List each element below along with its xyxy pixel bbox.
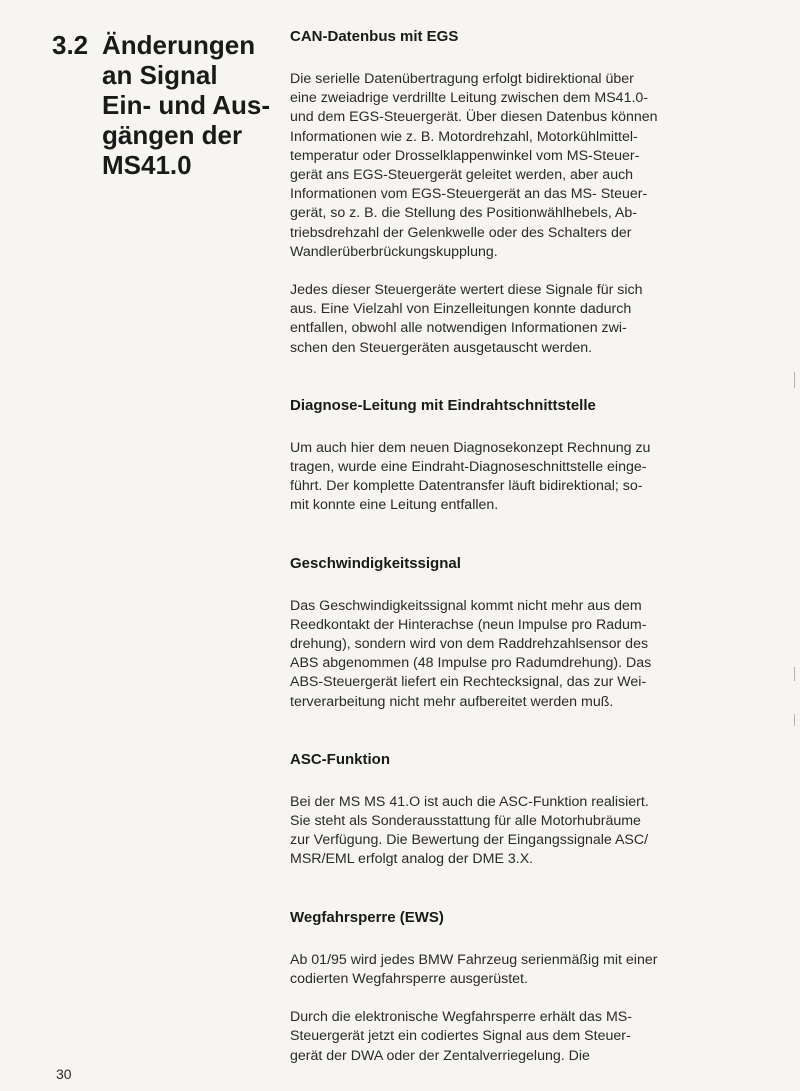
section-can-datenbus: [290, 27, 740, 358]
paragraph: Das Geschwindigkeitssignal kommt nicht mehr aus dem Reedkontakt der Hinterachse (neun Impulse pro Radum- drehung), sondern wird von dem Raddrehzahlsensor des ABS abgenommen (48 Impulse pro Radumdrehung). Das ABS-Steuergerät liefert ein Rechtecksignal, das zur Wei- terverarbeitung nicht mehr aufbereitet werden muß.: [290, 597, 652, 710]
chapter-title-line-4: gängen der: [102, 120, 243, 150]
paragraph: Die serielle Datenübertragung erfolgt bidirektional über eine zweiadrige verdrillte Leitung zwischen dem MS41.0- und dem EGS-Steuergerät. Über diesen Datenbus können Informationen wie z. B. Motordrehzahl, Motorkühlmittel- temperatur oder Drosselklappenwinkel vom MS-Steuer- gerät ans EGS-Steuergerät geleitet werden, aber auch Informationen vom EGS-Steuergerät an das MS- Steuer- gerät, so z. B. die Stellung des Positionwählhebels, Ab- triebsdrehzahl der Gelenkwelle oder des Schalters der Wandlerüberbrückungskupplung.: [290, 71, 658, 260]
chapter-title-line-3: Ein- und Aus-: [102, 90, 271, 120]
chapter-heading: [52, 30, 282, 180]
section-title: CAN-Datenbus mit EGS: [290, 28, 459, 45]
chapter-title-line-2: an Signal: [102, 60, 218, 90]
content-column: [290, 27, 740, 1066]
chapter-title-line-5: MS41.0: [102, 150, 192, 180]
section-title: Diagnose-Leitung mit Eindrahtschnittstelle: [290, 396, 596, 414]
section-title: Wegfahrsperre (EWS): [290, 908, 444, 926]
chapter-title-line-1: 3.2 Änderungen: [52, 30, 256, 60]
margin-mark: [794, 714, 795, 726]
section-geschwindigkeitssignal: [290, 554, 740, 712]
paragraph: Bei der MS MS 41.O ist auch die ASC-Funktion realisiert. Sie steht als Sonderausstattung für alle Motorhubräume zur Verfügung. Die Bewertung der Eingangssignale ASC/ MSR/EML erfolgt analog der DME 3.X.: [290, 793, 649, 868]
page-number: 30: [56, 1066, 72, 1082]
section-wegfahrsperre: [290, 908, 740, 1066]
paragraph: Durch die elektronische Wegfahrsperre erhält das MS- Steuergerät jetzt ein codiertes Signal aus dem Steuer- gerät der DWA oder der Zentalverriegelung. Die: [290, 1009, 632, 1064]
section-title: ASC-Funktion: [290, 750, 390, 768]
margin-mark: [794, 667, 795, 681]
section-diagnose-leitung: [290, 396, 740, 516]
paragraph: Um auch hier dem neuen Diagnosekonzept Rechnung zu tragen, wurde eine Eindraht-Diagnoseschnittstelle einge- führt. Der komplette Datentransfer läuft bidirektional; so- mit konnte eine Leitung entfallen.: [290, 439, 651, 514]
section-asc-funktion: [290, 750, 740, 870]
chapter-number: 3.2: [52, 30, 89, 60]
margin-mark: [794, 372, 795, 388]
paragraph: Ab 01/95 wird jedes BMW Fahrzeug serienmäßig mit einer codierten Wegfahrsperre ausgerüstet.: [290, 951, 658, 987]
paragraph: Jedes dieser Steuergeräte wertert diese Signale für sich aus. Eine Vielzahl von Einzelleitungen konnte dadurch entfallen, obwohl alle notwendigen Informationen zwi- schen den Steuergeräten ausgetauscht werden.: [290, 282, 643, 356]
section-title: Geschwindigkeitssignal: [290, 554, 461, 572]
